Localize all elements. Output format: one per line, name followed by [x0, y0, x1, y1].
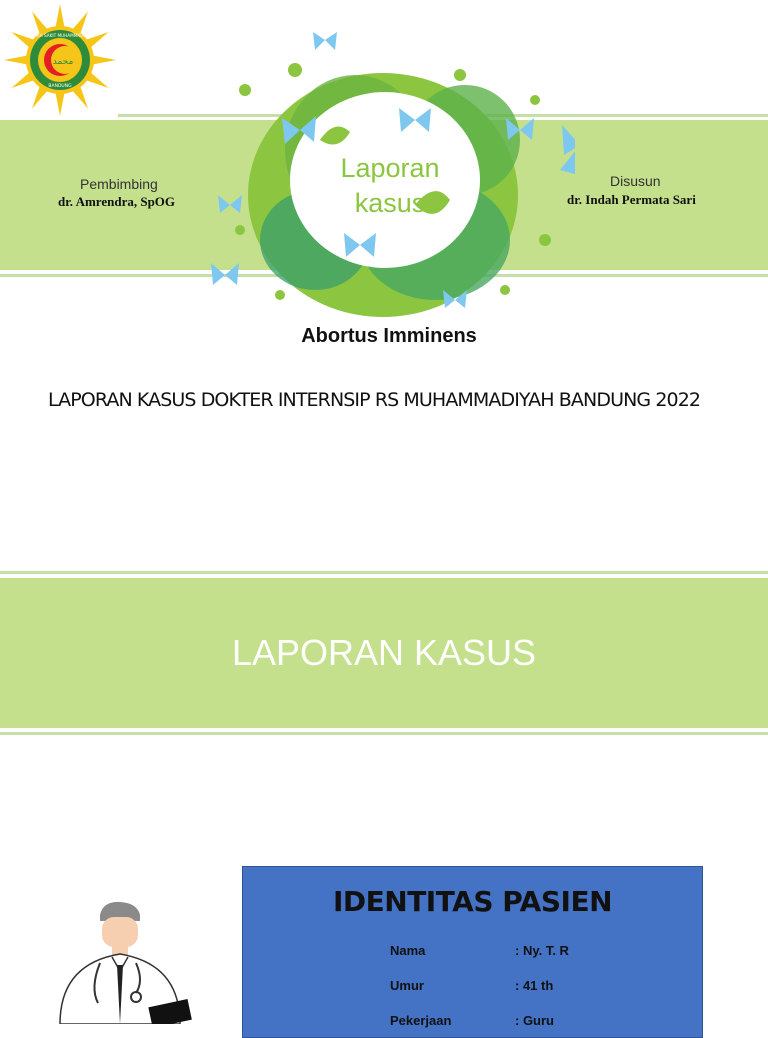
leaf-wreath-illustration — [205, 30, 575, 330]
slide2-divider-bottom — [0, 732, 768, 735]
identity-key: Nama — [390, 943, 426, 958]
identity-value: : 41 th — [515, 978, 554, 993]
identity-row-occupation — [243, 1013, 702, 1033]
author-name: dr. Indah Permata Sari — [567, 192, 696, 207]
slide2-title: LAPORAN KASUS — [231, 632, 537, 673]
wreath-title-line1: Laporan — [340, 153, 440, 183]
report-footer: LAPORAN KASUS DOKTER INTERNSIP RS MUHAMMADIYAH BANDUNG 2022 — [48, 389, 701, 411]
hospital-logo — [2, 2, 118, 118]
identity-row-age — [243, 978, 702, 998]
wreath-title-line2: kasus — [354, 188, 426, 218]
supervisor-label: Pembimbing — [80, 176, 158, 192]
slide-cover — [0, 0, 768, 430]
case-subtitle: Abortus Imminens — [301, 325, 477, 347]
doctor-icon — [40, 895, 220, 1024]
identity-title: IDENTITAS PASIEN — [332, 885, 612, 918]
identity-key: Pekerjaan — [390, 1013, 452, 1028]
author-label: Disusun — [610, 173, 661, 189]
supervisor-name: dr. Amrendra, SpOG — [58, 194, 176, 209]
slide2-divider-top — [0, 571, 768, 574]
logo-center-text: محمد — [52, 57, 74, 67]
patient-identity-box — [242, 866, 703, 1038]
logo-arc-text-bottom: BANDUNG — [48, 84, 72, 89]
identity-row-name — [243, 943, 702, 963]
identity-value: : Ny. T. R — [515, 943, 569, 958]
identity-key: Umur — [390, 978, 424, 993]
logo-arc-text-top: RUMAH SAKIT MUHAMMADIYAH — [27, 33, 93, 38]
identity-value: : Guru — [515, 1013, 554, 1028]
